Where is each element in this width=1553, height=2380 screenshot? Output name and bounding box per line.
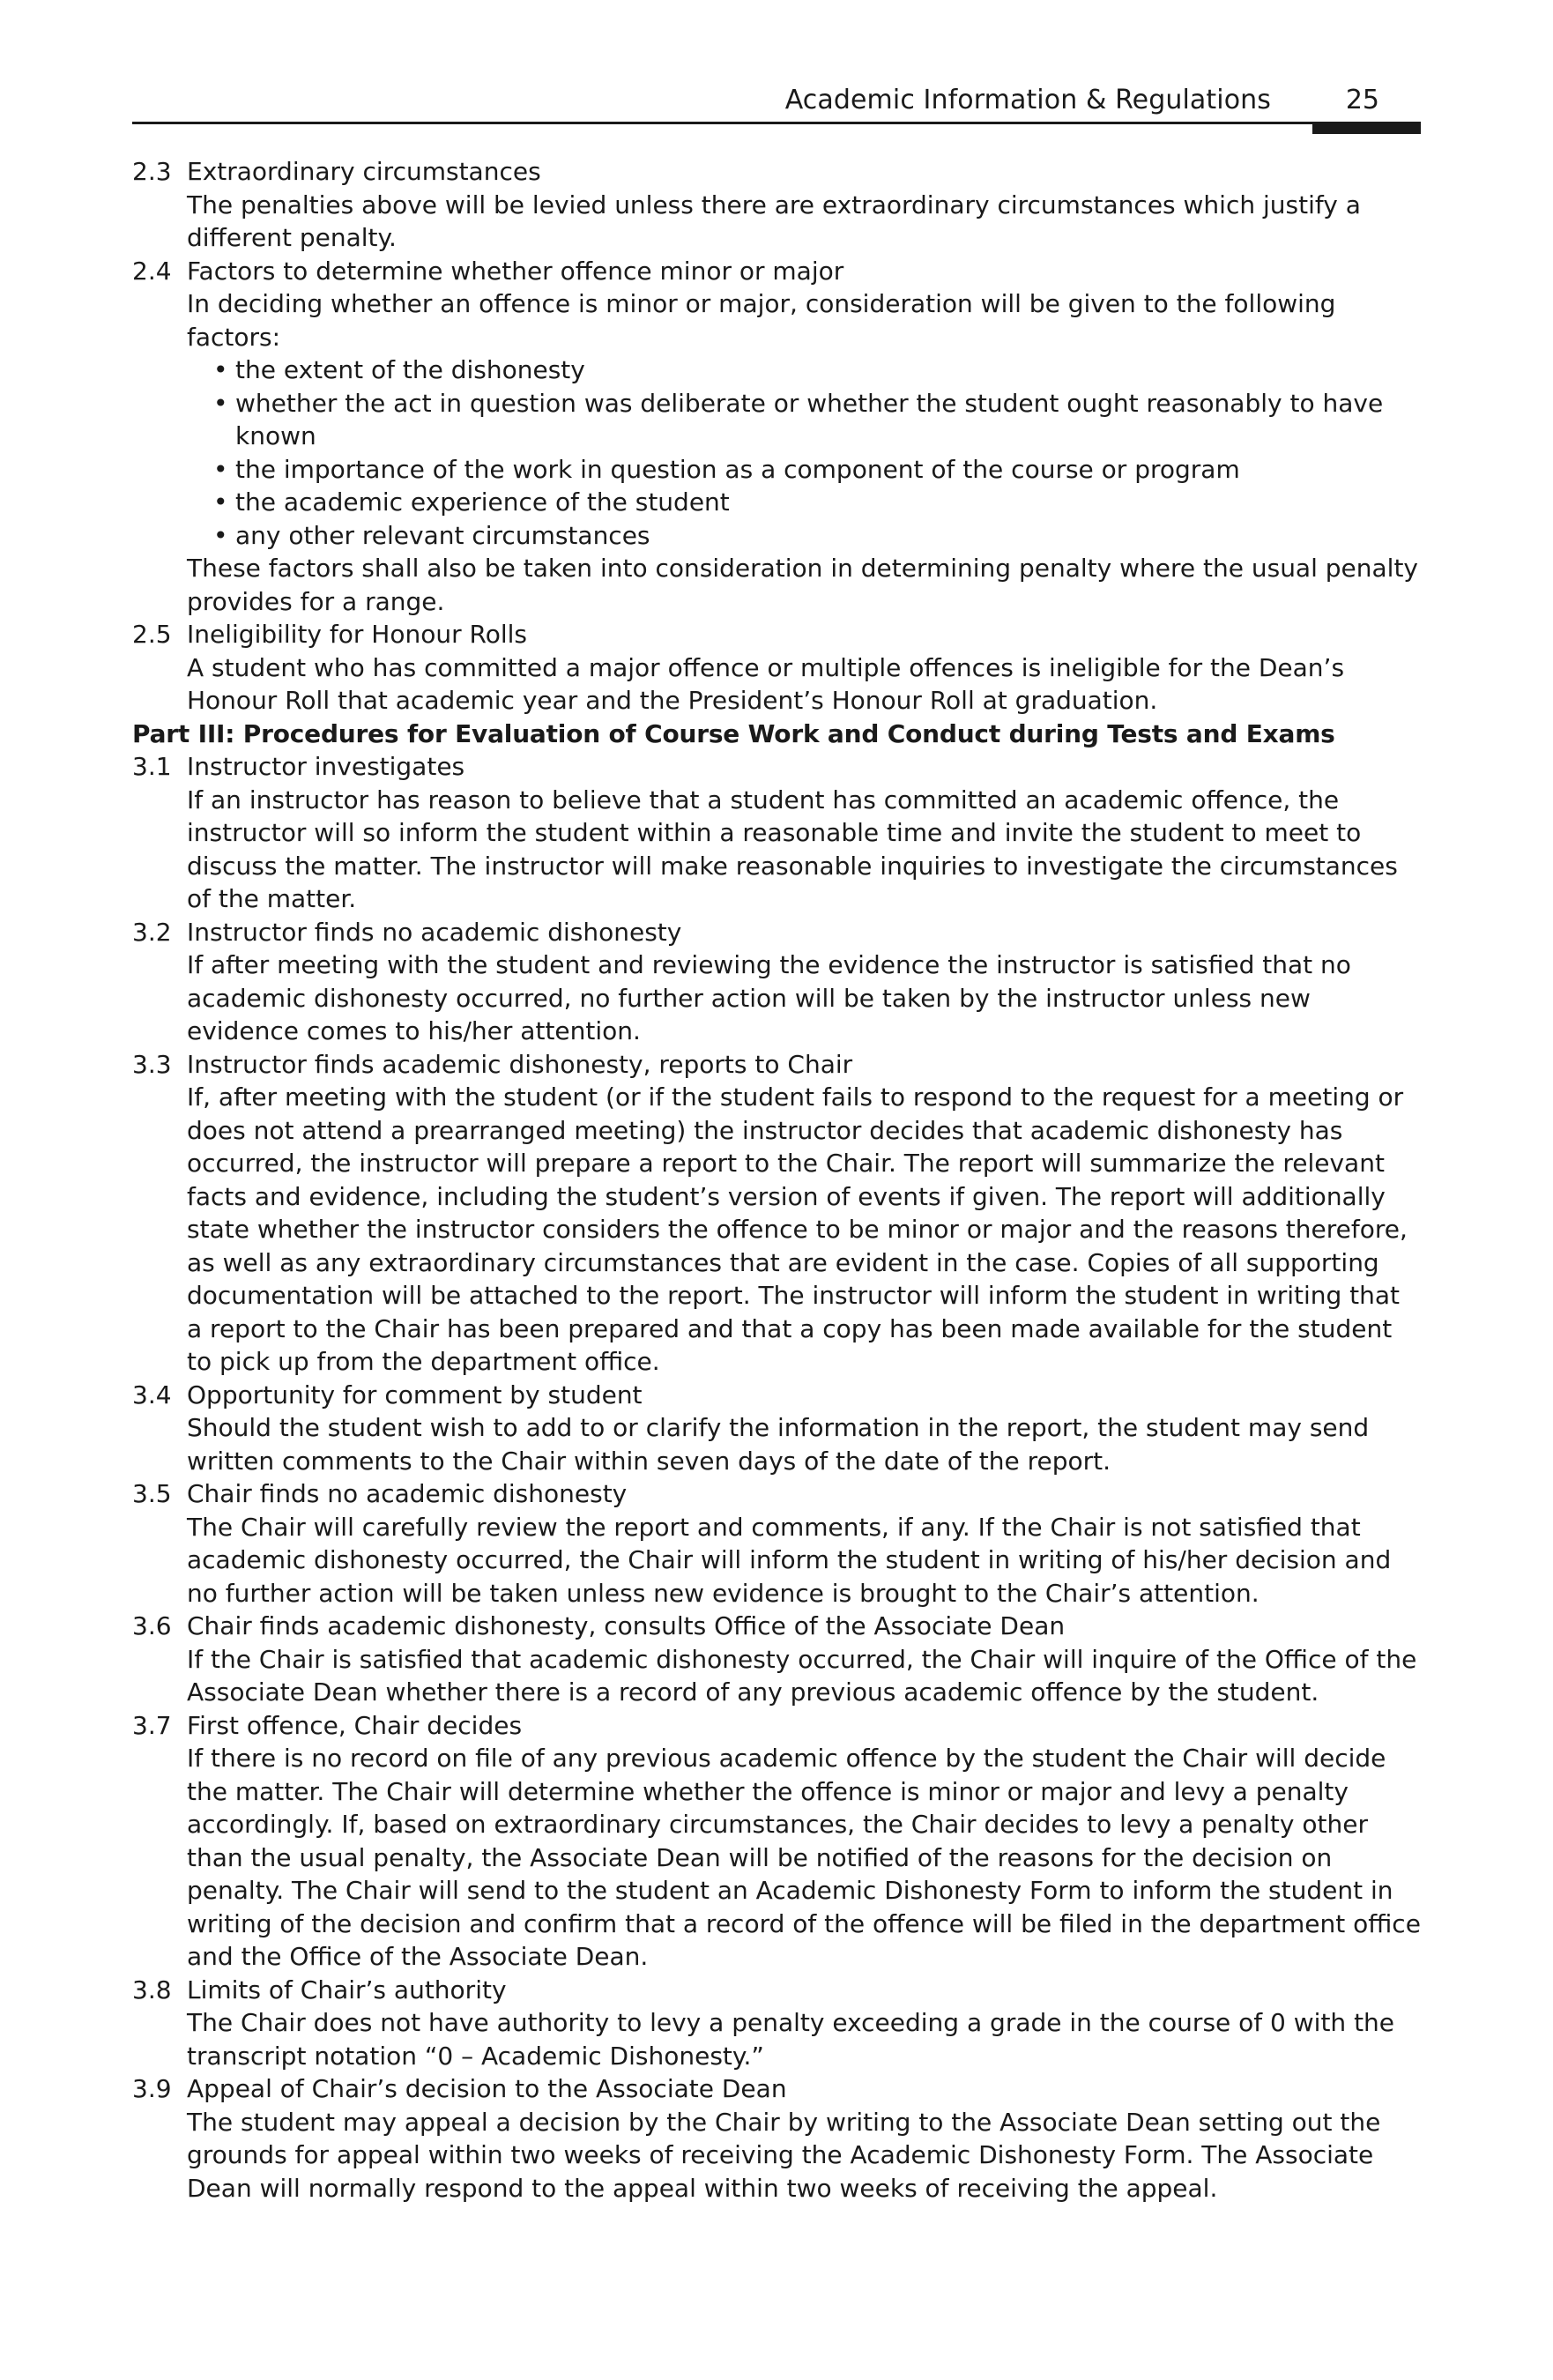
section-2-3 <box>132 155 1421 255</box>
section-body: The penalties above will be levied unless there are extraordinary circumstances which justify a different penalty. <box>187 190 1361 252</box>
section-number: 3.5 <box>132 1479 172 1508</box>
section-body: A student who has committed a major offence or multiple offences is ineligible for the Dean’s Honour Roll that academic year and the President’s Honour Roll at graduation. <box>187 652 1345 715</box>
section-3-1 <box>132 750 1421 916</box>
section-3-6 <box>132 1610 1421 1709</box>
section-number: 3.6 <box>132 1611 172 1640</box>
section-body: If an instructor has reason to believe that a student has committed an academic offence, the instructor will so inform the student within a reasonable time and invite the student to meet to discuss the matter. The instructor will make reasonable inquiries to investigate the circumstances of the matter. <box>187 785 1398 913</box>
section-body: The Chair does not have authority to levy a penalty exceeding a grade in the course of 0 with the transcript notation “0 – Academic Dishonesty.” <box>187 2008 1395 2071</box>
section-number: 3.7 <box>132 1710 172 1740</box>
section-title: Instructor investigates <box>187 752 465 781</box>
section-3-4 <box>132 1379 1421 1478</box>
section-title: Chair finds no academic dishonesty <box>187 1479 628 1508</box>
section-outro: These factors shall also be taken into consideration in determining penalty where the usual penalty provides for a range. <box>187 554 1419 616</box>
list-item: • any other relevant circumstances <box>213 519 1421 553</box>
section-number: 2.5 <box>132 620 172 649</box>
section-title: Ineligibility for Honour Rolls <box>187 620 527 649</box>
list-item: • whether the act in question was deliberate or whether the student ought reasonably to have known <box>213 387 1421 453</box>
section-title: Opportunity for comment by student <box>187 1380 643 1409</box>
part-heading: Part III: Procedures for Evaluation of Course Work and Conduct during Tests and Exams <box>132 718 1335 748</box>
section-number: 2.3 <box>132 157 172 186</box>
list-item: • the academic experience of the student <box>213 486 1421 519</box>
section-2-4 <box>132 255 1421 619</box>
section-body: The Chair will carefully review the report and comments, if any. If the Chair is not satisfied that academic dishonesty occurred, the Chair will inform the student in writing of his/her decision and no further action will be taken unless new evidence is brought to the Chair’s attention. <box>187 1512 1392 1608</box>
list-item: • the importance of the work in question as a component of the course or program <box>213 453 1421 487</box>
page-number: 25 <box>1345 85 1379 115</box>
section-2-5 <box>132 618 1421 718</box>
header-title: Academic Information & Regulations <box>784 85 1271 115</box>
section-3-5 <box>132 1477 1421 1610</box>
section-body: Should the student wish to add to or clarify the information in the report, the student may send written comments to the Chair within seven days of the date of the report. <box>187 1413 1370 1476</box>
section-number: 3.9 <box>132 2074 172 2103</box>
section-3-8 <box>132 1974 1421 2073</box>
header-tab-block <box>1312 122 1421 134</box>
running-header <box>132 78 1421 130</box>
section-number: 3.3 <box>132 1049 172 1079</box>
section-3-7 <box>132 1709 1421 1974</box>
section-3-9 <box>132 2072 1421 2205</box>
section-title: Factors to determine whether offence minor or major <box>187 256 844 286</box>
section-title: First offence, Chair decides <box>187 1710 523 1740</box>
section-number: 2.4 <box>132 256 172 286</box>
section-title: Extraordinary circumstances <box>187 157 541 186</box>
list-item: • the extent of the dishonesty <box>213 353 1421 387</box>
section-title: Instructor finds academic dishonesty, reports to Chair <box>187 1049 853 1079</box>
section-intro: In deciding whether an offence is minor or major, consideration will be given to the following factors: <box>187 289 1336 352</box>
section-body: If after meeting with the student and reviewing the evidence the instructor is satisfied that no academic dishonesty occurred, no further action will be taken by the instructor unless new evidence comes to his/her attention. <box>187 950 1351 1045</box>
section-number: 3.1 <box>132 752 172 781</box>
section-3-2 <box>132 916 1421 1048</box>
header-rule <box>132 122 1421 124</box>
section-3-3 <box>132 1048 1421 1379</box>
section-title: Appeal of Chair’s decision to the Associate Dean <box>187 2074 787 2103</box>
page-content <box>132 155 1421 2205</box>
section-body: If, after meeting with the student (or if the student fails to respond to the request for a meeting or does not attend a prearranged meeting) the instructor decides that academic dishonesty has occurred, the instructor will prepare a report to the Chair. The report will summarize the relevant facts and evidence, including the student’s version of events if given. The report will additionally state whether the instructor considers the offence to be minor or major and the reasons therefore, as well as any extraordinary circumstances that are evident in the case. Copies of all supporting documentation will be attached to the report. The instructor will inform the student in writing that a report to the Chair has been prepared and that a copy has been made available for the student to pick up from the department office. <box>187 1082 1408 1376</box>
section-title: Limits of Chair’s authority <box>187 1975 507 2004</box>
section-title: Instructor finds no academic dishonesty <box>187 917 682 947</box>
section-title: Chair finds academic dishonesty, consults Office of the Associate Dean <box>187 1611 1066 1640</box>
section-number: 3.8 <box>132 1975 172 2004</box>
section-body: The student may appeal a decision by the Chair by writing to the Associate Dean setting out the grounds for appeal within two weeks of receiving the Academic Dishonesty Form. The Associate Dean will normally respond to the appeal within two weeks of receiving the appeal. <box>187 2107 1381 2203</box>
factor-list <box>187 353 1421 552</box>
section-number: 3.4 <box>132 1380 172 1409</box>
section-number: 3.2 <box>132 917 172 947</box>
section-body: If the Chair is satisfied that academic dishonesty occurred, the Chair will inquire of the Office of the Associate Dean whether there is a record of any previous academic offence by the student. <box>187 1644 1417 1707</box>
section-body: If there is no record on file of any previous academic offence by the student the Chair will decide the matter. The Chair will determine whether the offence is minor or major and levy a penalty accordingly. If, based on extraordinary circumstances, the Chair decides to levy a penalty other than the usual penalty, the Associate Dean will be notified of the reasons for the decision on penalty. The Chair will send to the student an Academic Dishonesty Form to inform the student in writing of the decision and confirm that a record of the offence will be filed in the department office and the Office of the Associate Dean. <box>187 1744 1421 1971</box>
